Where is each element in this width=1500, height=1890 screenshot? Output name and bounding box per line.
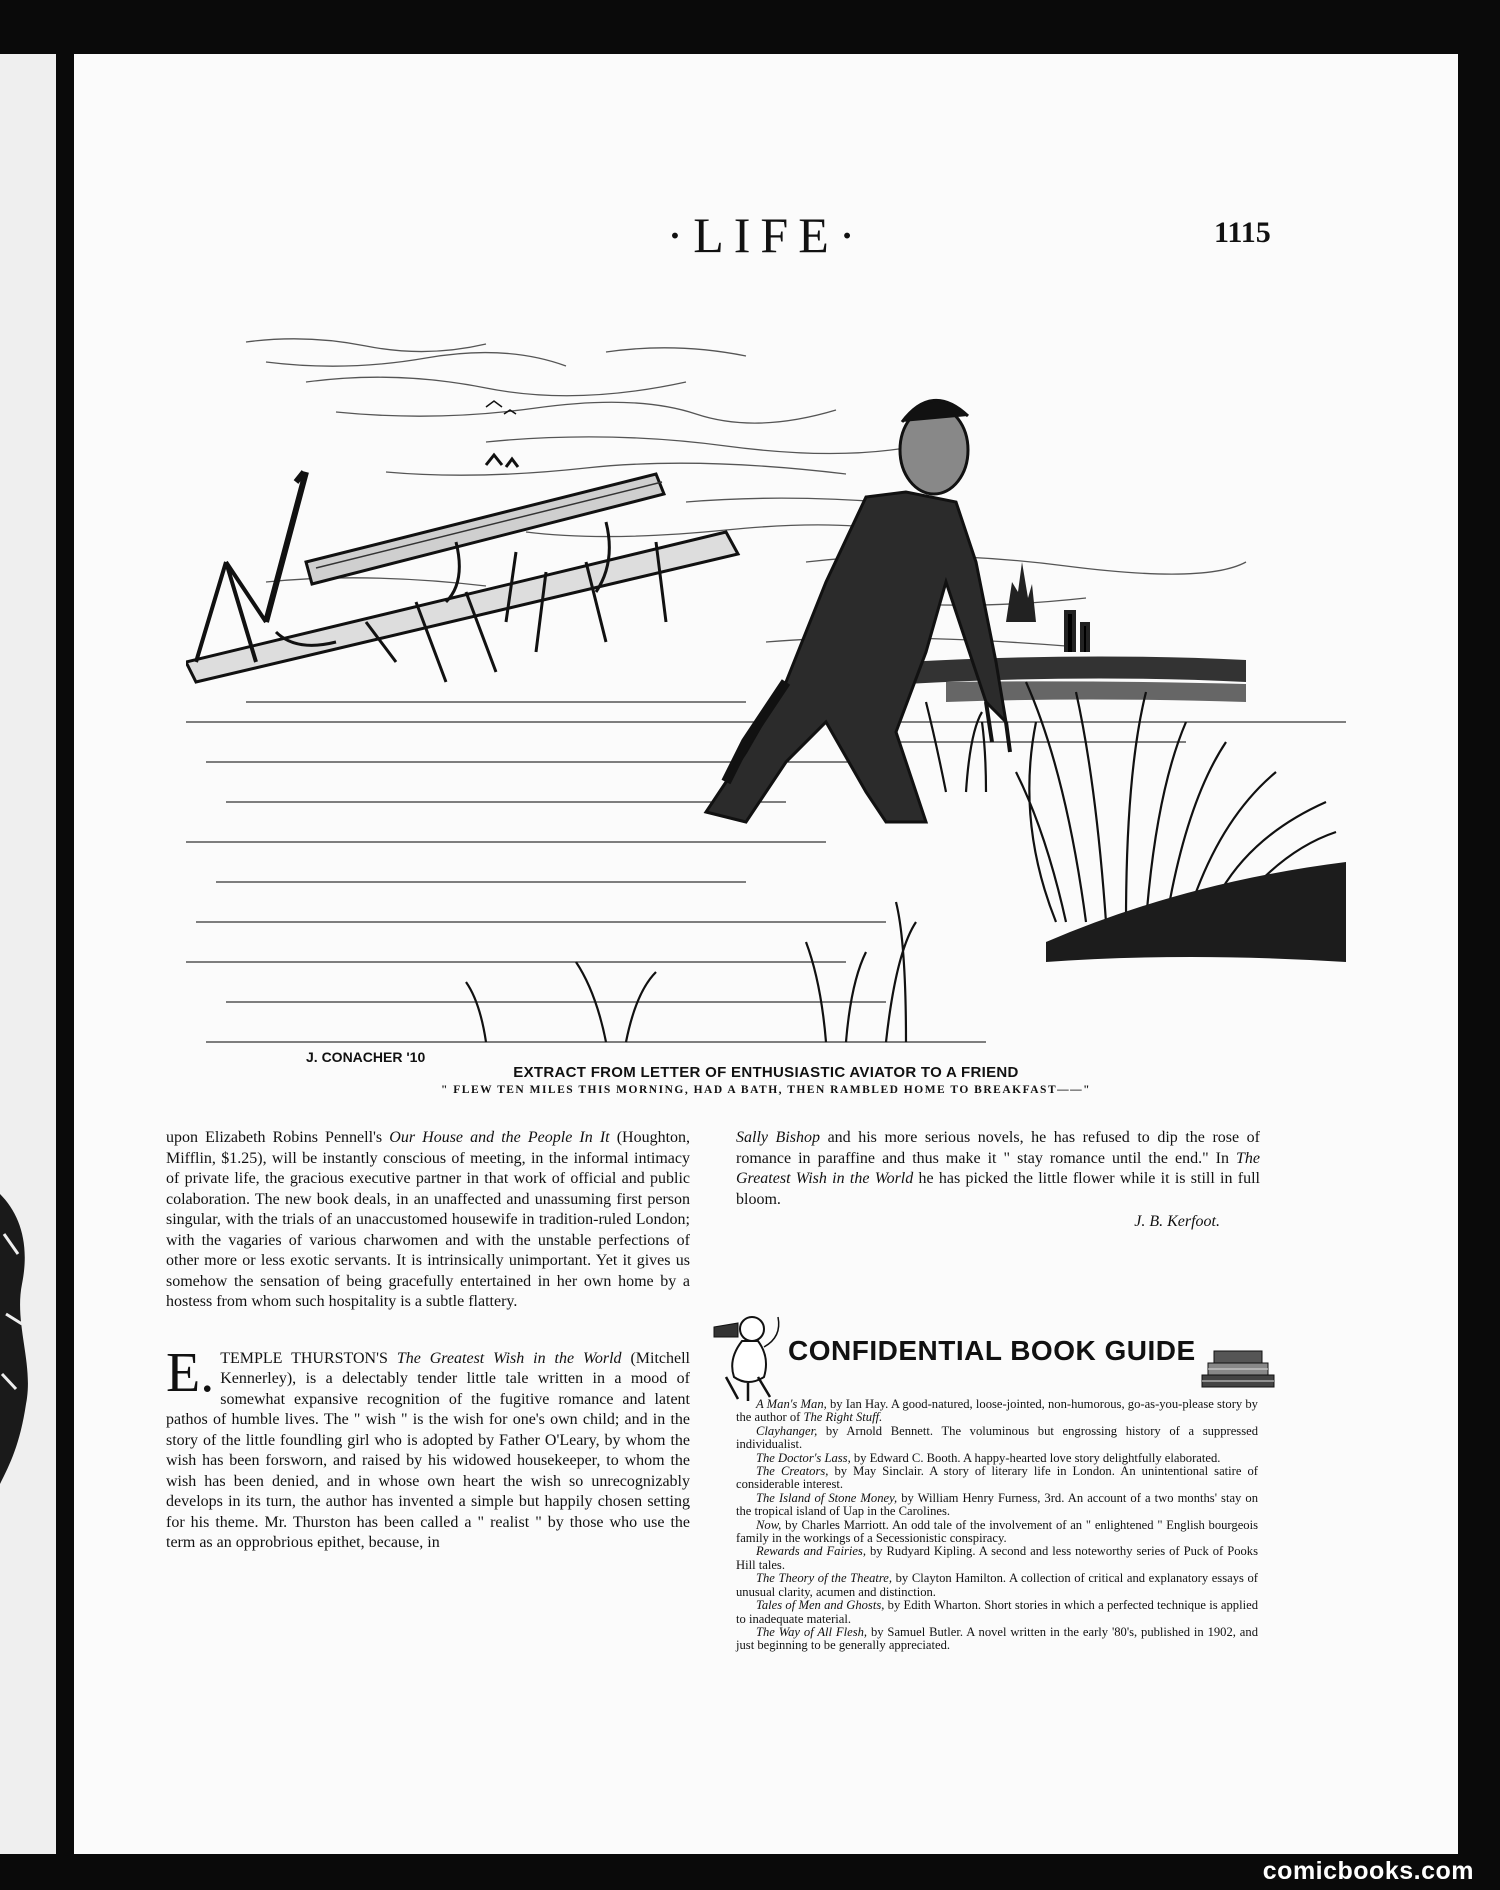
book-title: The Greatest Wish in the World bbox=[396, 1349, 622, 1367]
book-guide-item-text: by Rudyard Kipling. A second and less noteworthy series of Puck of Pooks Hill tales. bbox=[736, 1544, 1258, 1572]
wrecked-biplane bbox=[186, 455, 738, 682]
review-paragraph-pennell: upon Elizabeth Robins Pennell's Our House and the People In It (Houghton, Mifflin, $1.25), will be instantly conscious of meeting, in the informal intimacy of private life, the gracious executive partner in that work of official and public colaboration. The new book deals, in an unaffected and unassuming first person singular, with the trials of an unaccustomed housewife in tradition-ruled London; with the vagaries of various charwomen and with the unstable perfections of other more or less exotic servants. It is intrinsically unimportant. Yet it gives us somehow the sensation of being gracefully entertained in her own home by a hostess from whom such hospitality is a subtle flattery. bbox=[166, 1129, 691, 1310]
reeds bbox=[466, 682, 1336, 1042]
book-guide-item bbox=[736, 1519, 1258, 1546]
book-guide-item-title: The Theory of the Theatre, bbox=[756, 1571, 893, 1586]
book-guide-item-text: by Ian Hay. A good-natured, loose-jointed, non-humorous, go-as-you-please story by the author of bbox=[736, 1397, 1258, 1425]
wading-man bbox=[706, 400, 1010, 822]
book-guide-title: CONFIDENTIAL BOOK GUIDE bbox=[788, 1335, 1196, 1366]
adjacent-page-edge bbox=[0, 54, 56, 1854]
book-guide-list bbox=[736, 1398, 1258, 1653]
book-guide-item-title: Rewards and Fairies, bbox=[756, 1544, 866, 1559]
review-paragraph-continued: Sally Bishop and his more serious novels, he has refused to dip the rose of romance in paraffine and thus make it " stay romance until the end." In The Greatest Wish in the World he has picked the little flower while it is still in full bloom. bbox=[736, 1129, 1260, 1208]
book-guide-item-title: The Creators, bbox=[756, 1464, 829, 1479]
book-guide-item bbox=[736, 1492, 1258, 1519]
book-guide-item bbox=[736, 1572, 1258, 1599]
book-guide-item-title: Tales of Men and Ghosts, bbox=[756, 1598, 885, 1613]
book-guide-item-title: The Way of All Flesh, bbox=[756, 1624, 868, 1639]
book-guide-item-text: by Arnold Bennett. The voluminous but engrossing history of a suppressed individualist. bbox=[736, 1423, 1258, 1452]
page-number: 1115 bbox=[1214, 216, 1271, 249]
cherub-reader-icon bbox=[708, 1307, 788, 1403]
book-guide-item bbox=[736, 1626, 1258, 1653]
book-title: The Greatest Wish in the World bbox=[736, 1149, 1260, 1187]
book-guide-item bbox=[736, 1599, 1258, 1626]
book-guide-item-title: A Man's Man, bbox=[756, 1397, 827, 1411]
review-paragraph-thurston: E. TEMPLE THURSTON'S The Greatest Wish in the World (Mitchell Kennerley), is a delectably tender little tale written in a mood of somewhat expansive recognition of the fugitive romance and latent pathos of humble lives. The " wish " is the wish for one's own child; and in the story of the little foundling girl who is adopted by Father O'Leary, by whom the wish has been forsworn, and raised by his widowed housekeeper, to whom the wish has been denied, and in whose own heart the wish so unrecognizably develops in its turn, the author has invented a simple but happily chosen setting for his theme. Mr. Thurston has been called a " realist " by those who use the term as an opprobrious epithet, because, in bbox=[166, 1341, 690, 1551]
book-guide-item bbox=[736, 1398, 1258, 1425]
book-guide-item-text: by May Sinclair. A story of literary life in London. An unintentional satire of considerable interest. bbox=[736, 1464, 1258, 1492]
book-guide-item bbox=[736, 1465, 1258, 1492]
caption-quote: " FLEW TEN MILES THIS MORNING, HAD A BATH, THEN RAMBLED HOME TO BREAKFAST——" bbox=[440, 1084, 1091, 1096]
book-guide-item-title: Now, bbox=[756, 1517, 782, 1532]
magazine-page bbox=[74, 54, 1458, 1854]
book-guide-item-text: by Edward C. Booth. A happy-hearted love story delightfully elaborated. bbox=[850, 1450, 1221, 1465]
book-guide-item bbox=[736, 1425, 1258, 1452]
artist-signature: J. CONACHER '10 bbox=[306, 1049, 426, 1065]
reviewer-signature: J. B. Kerfoot. bbox=[1134, 1213, 1220, 1230]
book-guide-item-text: by Samuel Butler. A novel written in the early '80's, published in 1902, and just beginning to be generally appreciated. bbox=[736, 1624, 1258, 1653]
illustration-caption bbox=[74, 1064, 1458, 1096]
book-guide-item bbox=[736, 1452, 1258, 1465]
masthead: ·LIFE· bbox=[666, 207, 866, 263]
aviator-illustration bbox=[186, 322, 1346, 1072]
book-guide-item-text: by Edith Wharton. Short stories in which a perfected technique is applied to inadequate material. bbox=[736, 1598, 1258, 1626]
book-title: Sally Bishop bbox=[736, 1129, 820, 1146]
book-title: Our House and the People In It bbox=[389, 1129, 610, 1146]
dropcap: E. bbox=[166, 1341, 215, 1404]
book-guide-item-title: Clayhanger, bbox=[756, 1423, 818, 1438]
caption-title: EXTRACT FROM LETTER OF ENTHUSIASTIC AVIATOR TO A FRIEND bbox=[513, 1064, 1019, 1081]
right-column bbox=[736, 1128, 1260, 1233]
book-guide-header bbox=[708, 1307, 1288, 1403]
book-guide-item-text: by Clayton Hamilton. A collection of critical and explanatory essays of unusual clarity, acumen and distinction. bbox=[736, 1571, 1258, 1599]
site-watermark: comicbooks.com bbox=[1262, 1857, 1474, 1885]
adjacent-page-figure bbox=[0, 1174, 40, 1494]
book-guide-item-text: by William Henry Furness, 3rd. An account of a two months' stay on the tropical island of Uap in the Carolines. bbox=[736, 1490, 1258, 1519]
book-guide-item-text: by Charles Marriott. An odd tale of the involvement of an " enlightened " English bourgeois family in the workings of a Secessionistic conspiracy. bbox=[736, 1517, 1258, 1546]
sky-hatching bbox=[246, 339, 1246, 646]
left-column bbox=[166, 1128, 690, 1554]
book-guide-item-title: The Doctor's Lass, bbox=[756, 1450, 851, 1465]
book-stack-icon bbox=[1200, 1345, 1276, 1389]
book-guide-item-title: The Right Stuff. bbox=[803, 1410, 883, 1425]
book-guide-item-title: The Island of Stone Money, bbox=[756, 1490, 898, 1505]
book-guide-item bbox=[736, 1545, 1258, 1572]
